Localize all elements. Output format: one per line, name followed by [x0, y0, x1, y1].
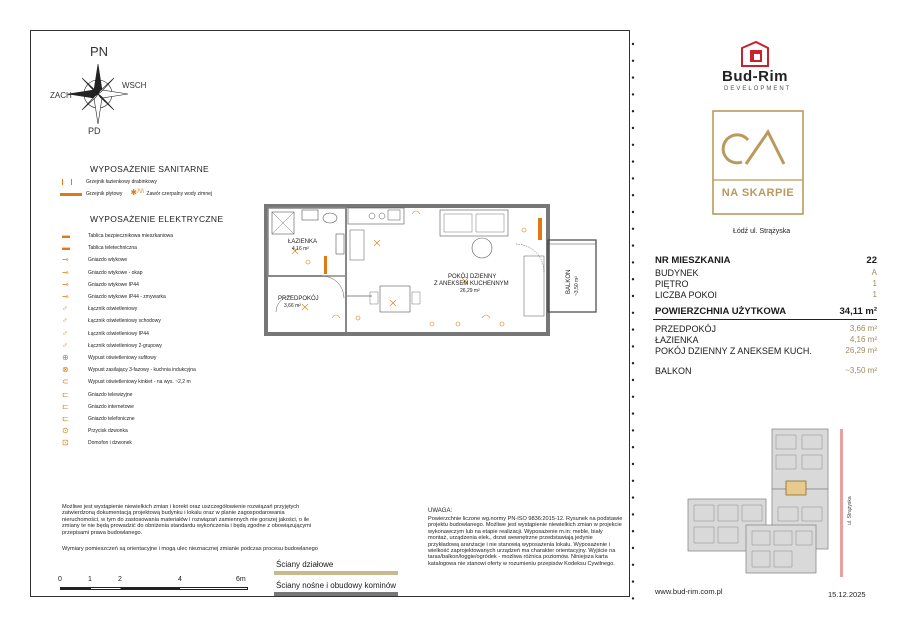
divider-dot — [632, 446, 634, 448]
location-text: Łódź ul. Strążyska — [733, 228, 791, 235]
divider-dot — [632, 43, 634, 45]
compass-south: PD — [88, 126, 101, 136]
electrical-symbol-icon: ♂ — [62, 304, 68, 314]
legend-item: ⊗ Wypust zasilający 3-fazowy - kuchnia indukcyjna — [62, 365, 196, 375]
legend-item: ⊸ Gniazdo wtykowe IP44 - zmywarka — [62, 292, 166, 301]
electrical-symbol-icon: ♂ — [62, 316, 68, 326]
scale-bar: 0 1 2 4 6m — [58, 576, 258, 596]
site-plan — [686, 425, 866, 580]
sanitary-title: WYPOSAŻENIE SANITARNE — [90, 164, 210, 174]
divider-dot — [632, 345, 634, 347]
legend-item: Grzejnik płytowy ✱ /\/\ Zawór czerpalny wody zimnej — [60, 190, 212, 198]
bud-rim-logo-icon — [738, 40, 772, 68]
electrical-symbol-icon: ♂ — [62, 328, 68, 338]
site-street: ul. Strążyska — [847, 496, 853, 525]
legend-item: ⊸ Gniazdo wtykowe IP44 — [62, 279, 139, 289]
electrical-symbol-icon: ⊕ — [62, 353, 69, 362]
brand-name: Bud-Rim — [722, 68, 788, 85]
divider-dot — [632, 60, 634, 62]
legend-item: ⊏ Gniazdo internetowe — [62, 401, 134, 411]
divider-dot — [632, 564, 634, 566]
compass-rose-icon — [50, 42, 150, 137]
electrical-symbol-icon: ⊂ — [62, 377, 69, 387]
divider-dot — [632, 261, 634, 263]
footer-url[interactable]: www.bud-rim.com.pl — [655, 587, 723, 596]
electrical-symbol-icon: ⊸ — [62, 255, 69, 265]
divider-dot — [632, 547, 634, 549]
room-bath-area: 4,16 m² — [292, 246, 309, 252]
divider-dot — [632, 93, 634, 95]
info-row: POKÓJ DZIENNY Z ANEKSEM KUCH. 26,29 m² — [655, 346, 877, 356]
room-living-name2: Z ANEKSEM KUCHENNYM — [434, 281, 509, 287]
na-skarpie-logo-icon — [712, 110, 804, 215]
footer-date: 15.12.2025 — [828, 590, 866, 599]
room-living-area: 26,29 m² — [460, 288, 480, 294]
divider-dot — [632, 513, 634, 515]
room-hall-name: PRZEDPOKÓJ — [278, 296, 319, 302]
walls-plot-swatch — [274, 571, 398, 575]
legend-item: ⊂ Wypust oświetleniowy kinkiet - na wys. ~2,2 m — [62, 377, 191, 387]
info-row: NR MIESZKANIA 22 — [655, 255, 877, 266]
divider-dot — [632, 396, 634, 398]
divider-dot — [632, 244, 634, 246]
divider-dot — [632, 278, 634, 280]
divider-dot — [632, 580, 634, 582]
divider-dot — [632, 110, 634, 112]
electrical-symbol-icon: ⊸ — [62, 267, 69, 277]
divider-dot — [632, 362, 634, 364]
note-text: Powierzchnie liczone wg.normy PN-ISO 9836:2015-12. Rysunek na podstawie projektu budowlanego. Możliwe jest wystąpienie niewielkich zmian w projekcie wykonawczym lub na etapie realizacji. Wyposażenie m.in: meble, biały montaż, urządzenia elek., drzwi wewnętrzne przedstawiają jedynie przykładową aranżacje i nie stanowią wyposażenia lokalu. Wyposażenie i wielkość zaprojektowanych urządzeń ma charakter orientacyjny. Wyjście na taras/balkon/loggie/ogródek - możliwa różnica poziomów. Niniejsza karta katalogowa nie stanowi oferty w rozumieniu przepisów Kodeksu Cywilnego. — [428, 516, 623, 567]
divider-dot — [632, 144, 634, 146]
divider-dot — [632, 312, 634, 314]
info-row: PIĘTRO 1 — [655, 279, 877, 289]
info-row: PRZEDPOKÓJ 3,66 m² — [655, 324, 877, 334]
divider-dot — [632, 211, 634, 213]
info-row: POWIERZCHNIA UŻYTKOWA 34,11 m² — [655, 306, 877, 317]
cold-water-valve-icon: ✱ /\/\ — [130, 188, 145, 197]
divider — [653, 319, 877, 320]
walls-load-label: Ściany nośne i obudowy kominów — [276, 581, 397, 590]
legend-item: ⊏ Gniazdo telefoniczne — [62, 414, 135, 423]
electrical-symbol-icon: ⊙ — [62, 426, 69, 436]
legend-item: ⊸ Gniazdo wtykowe — [62, 255, 128, 265]
project-name: NA SKARPIE — [721, 187, 795, 199]
disclaimer-text-2: Wymiary pomieszczeń są orientacyjne i mogą ulec nieznacznej zmianie podczas procesu budowlanego — [62, 546, 318, 552]
room-balcony-name: BALKON — [566, 269, 572, 294]
electrical-symbol-icon: ⊏ — [62, 401, 69, 411]
floor-plan — [262, 200, 602, 340]
divider-dot — [632, 295, 634, 297]
electrical-legend — [62, 232, 262, 452]
electrical-symbol-icon: ⊡ — [62, 438, 69, 448]
electrical-symbol-icon: ⊏ — [62, 414, 69, 423]
walls-load-swatch — [274, 592, 398, 596]
electrical-symbol-icon: ♂ — [62, 340, 68, 350]
compass-east: WSCH — [122, 81, 147, 90]
divider-dot — [632, 127, 634, 129]
electrical-symbol-icon: ▬ — [62, 243, 70, 253]
sanitary-legend — [60, 178, 260, 208]
legend-item: ⊡ Domofon i dzwonek — [62, 438, 132, 448]
legend-item: ⊕ Wypust oświetleniowy sufitowy — [62, 353, 157, 362]
walls-plot-label: Ściany działowe — [276, 560, 334, 569]
divider-dot — [632, 76, 634, 78]
room-balcony-area: ~3,50 m² — [574, 276, 580, 296]
legend-item: ⊸ Gniazdo wtykowe - okap — [62, 267, 143, 277]
divider-dot — [632, 429, 634, 431]
info-row: ŁAZIENKA 4,16 m² — [655, 335, 877, 345]
divider-dot — [632, 379, 634, 381]
legend-item: ▬ Tablica teletechniczna — [62, 243, 137, 253]
apartment-info — [655, 255, 877, 385]
dotted-divider — [631, 40, 635, 610]
divider-dot — [632, 194, 634, 196]
compass-north: PN — [90, 44, 109, 59]
divider-dot — [632, 463, 634, 465]
divider-dot — [632, 412, 634, 414]
divider-dot — [632, 480, 634, 482]
divider-dot — [632, 328, 634, 330]
compass-west: ZACH — [50, 91, 72, 100]
brand-sub: DEVELOPMENT — [724, 86, 792, 92]
legend-item: ♂ Łącznik oświetleniowy IP44 — [62, 328, 149, 338]
divider-dot — [632, 160, 634, 162]
electrical-symbol-icon: ⊸ — [62, 279, 69, 289]
divider-dot — [632, 597, 634, 599]
electrical-symbol-icon: ▬ — [62, 231, 70, 240]
electrical-symbol-icon: ⊏ — [62, 389, 69, 399]
disclaimer-text: Możliwe jest wystąpienie niewielkich zmian i korekt oraz uszczegółowienie rozwiązań przyjętych zatwierdzoną dokumentacją projektową budynku i lokalu oraz w planie zagospodarowania nieruchomości, w tym do zastosowania materiałów i rozwiązań zamiennych nie gorszej jakości, o ile zmiany te nie będą prowadzić do obniżenia standardu wykończenia i będą zgodne z obowiązującymi przepisami prawa budowlanego. — [62, 504, 312, 536]
legend-item: ♂ Łącznik oświetleniowy schodowy — [62, 316, 161, 326]
divider-dot — [632, 177, 634, 179]
divider-dot — [632, 228, 634, 230]
room-living-name: POKÓJ DZIENNY — [448, 274, 497, 280]
divider-dot — [632, 530, 634, 532]
legend-item: ⊏ Gniazdo telewizyjne — [62, 389, 133, 399]
electrical-symbol-icon: ⊗ — [62, 365, 69, 375]
legend-item: ▬ Tablica bezpiecznikowa mieszkaniowa — [62, 231, 174, 240]
legend-item: ♂ Łącznik oświetleniowy 2-grupowy — [62, 340, 162, 350]
electrical-symbol-icon: ⊸ — [62, 292, 69, 301]
divider-dot — [632, 496, 634, 498]
info-row: BUDYNEK A — [655, 268, 877, 278]
room-hall-area: 3,66 m² — [284, 303, 301, 309]
legend-item: ♂ Łącznik oświetleniowy — [62, 304, 138, 314]
room-bath-name: ŁAZIENKA — [288, 239, 318, 245]
info-row: LICZBA POKOI 1 — [655, 290, 877, 300]
electrical-title: WYPOSAŻENIE ELEKTRYCZNE — [90, 214, 224, 224]
legend-item: Grzejnik łazienkowy drabinkowy — [60, 178, 157, 186]
legend-item: ⊙ Przycisk dzwonka — [62, 426, 128, 436]
info-row: BALKON ~3,50 m² — [655, 366, 877, 376]
note-title: UWAGA: — [428, 508, 453, 514]
